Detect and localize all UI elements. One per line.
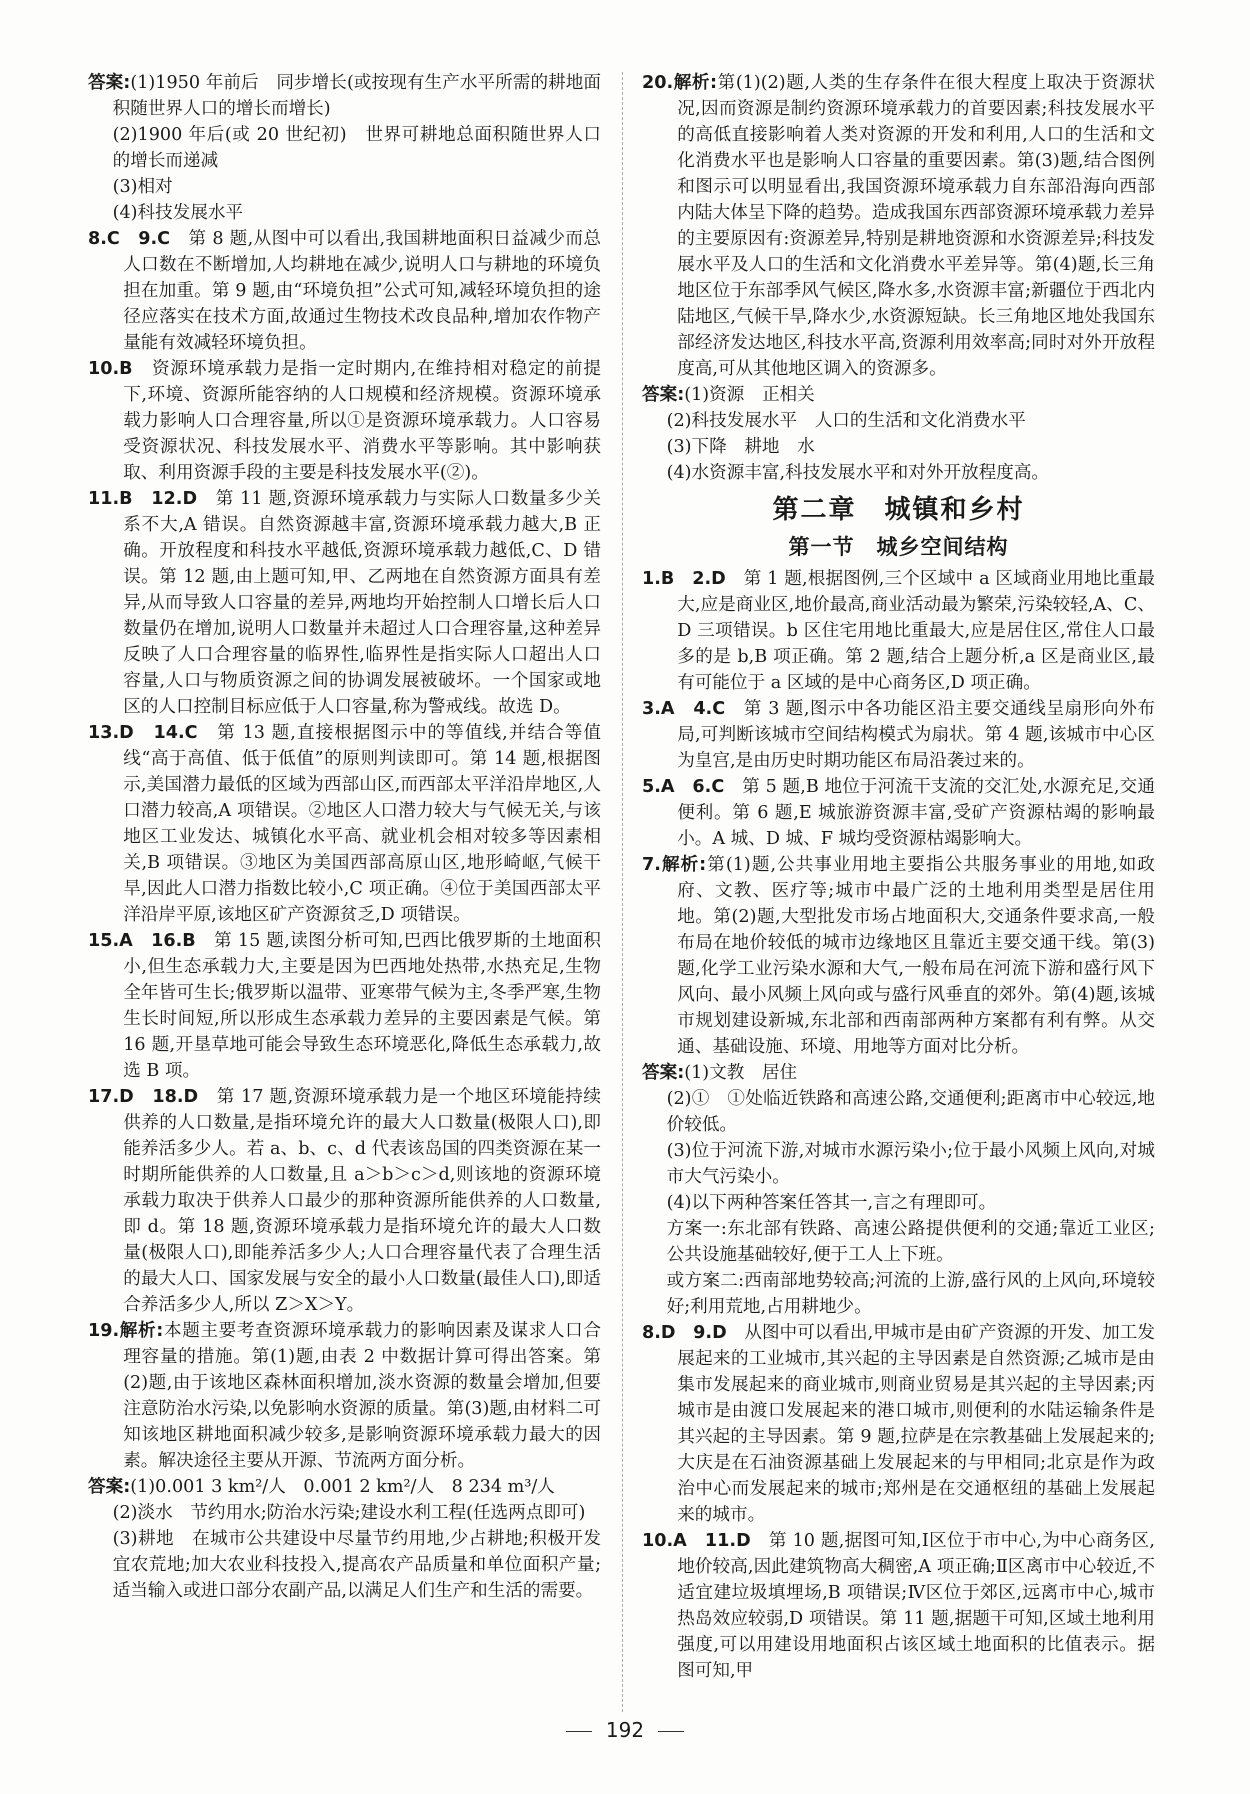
answer-paragraph xyxy=(88,720,601,928)
right-column xyxy=(642,70,1155,1684)
answer-paragraph xyxy=(88,226,601,356)
answer-text: (2)① ①处临近铁路和高速公路,交通便利;距离市中心较远,地价较低。 xyxy=(666,1089,1155,1135)
answer-paragraph xyxy=(642,1138,1155,1190)
question-number: 7.解析: xyxy=(642,855,707,875)
question-number: 8.C 9.C xyxy=(88,229,171,249)
answer-text: 第 17 题,资源环境承载力是一个地区环境能持续供养的人口数量,是指环境允许的最大人口数量(极限人口),即能养活多少人。若 a、b、c、d 代表该岛国的四类资源在某一时期所能供养的人口数量,且 a＞b＞c＞d,则该地的资源环境承载力取决于供养人口最少的那种资源所能供养的人口数量,即 d。第 18 题,资源环境承载力是指环境允许的最大人口数量(极限人口),即能养活多少人;人口合理容量代表了合理生活的最大人口、国家发展与安全的最小人口数量(最佳人口),即适合养活多少人,所以 Z＞X＞Y。 xyxy=(123,1087,602,1315)
answer-text: (2)1900 年后(或 20 世纪初) 世界可耕地总面积随世界人口的增长而递减 xyxy=(112,125,601,171)
right-top-answers xyxy=(642,70,1155,486)
chapter-title: 第二章 城镇和乡村 xyxy=(772,495,1025,525)
question-number: 19.解析: xyxy=(88,1321,164,1341)
answer-text: 第 13 题,直接根据图示中的等值线,并结合等值线“高于高值、低于低值”的原则判读即可。第 14 题,根据图示,美国潜力最低的区域为西部山区,而西部太平洋沿岸地区,人口潜力较高,A 项错误。②地区人口潜力较大与气候无关,与该地区工业发达、城镇化水平高、就业机会相对较多等因素相关,B 项错误。③地区为美国西部高原山区,地形崎岖,气候干旱,因此人口潜力指数比较小,C 项正确。④位于美国西部太平洋沿岸平原,该地区矿产资源贫乏,D 项错误。 xyxy=(123,723,601,925)
answer-paragraph xyxy=(642,1268,1155,1320)
answer-paragraph xyxy=(88,1526,601,1604)
answer-paragraph xyxy=(88,1084,601,1318)
question-number: 3.A 4.C xyxy=(642,699,726,719)
question-number: 5.A 6.C xyxy=(642,777,725,797)
answer-paragraph xyxy=(88,356,601,486)
answer-paragraph xyxy=(642,1216,1155,1268)
answer-text: 第(1)(2)题,人类的生存条件在很大程度上取决于资源状况,因而资源是制约资源环境承载力的首要因素;科技发展水平的高低直接影响着人类对资源的开发和利用,人口的生活和文化消费水平也是影响人口容量的重要因素。第(3)题,结合图例和图示可以明显看出,我国资源环境承载力自东部沿海向西部内陆大体呈下降的趋势。造成我国东西部资源环境承载力差异的主要原因有:资源差异,特别是耕地资源和水资源差异;科技发展水平及人口的生活和文化消费水平差异等。第(4)题,长三角地区位于东部季风气候区,降水多,水资源丰富;新疆位于西北内陆地区,气候干旱,降水少,水资源短缺。长三角地区地处我国东部经济发达地区,科技水平高,资源利用效率高;同时对外开放程度高,可从其他地区调入的资源多。 xyxy=(677,73,1155,379)
answer-text: (1)文教 居住 xyxy=(684,1063,798,1083)
section-title: 第一节 城乡空间结构 xyxy=(788,535,1009,559)
answer-text: 方案一:东北部有铁路、高速公路提供便利的交通;靠近工业区;公共设施基础较好,便于工人上下班。 xyxy=(666,1219,1155,1265)
right-bottom-answers xyxy=(642,566,1155,1684)
answer-paragraph xyxy=(642,408,1155,434)
answer-paragraph xyxy=(642,434,1155,460)
answer-text: 或方案二:西南部地势较高;河流的上游,盛行风的上风向,环境较好;利用荒地,占用耕地少。 xyxy=(666,1271,1155,1317)
answer-paragraph xyxy=(642,1528,1155,1684)
answer-text: 资源环境承载力是指一定时期内,在维持相对稳定的前提下,环境、资源所能容纳的人口规模和经济规模。资源环境承载力影响人口合理容量,所以①是资源环境承载力。人口容易受资源状况、科技发展水平、消费水平等影响。其中影响获取、利用资源手段的主要是科技发展水平(②)。 xyxy=(123,359,601,483)
column-divider xyxy=(622,72,623,1712)
answer-text: (1)资源 正相关 xyxy=(684,385,815,405)
answer-paragraph xyxy=(642,852,1155,1060)
answer-paragraph xyxy=(88,1500,601,1526)
page-number-text: 192 xyxy=(605,1718,645,1742)
question-number: 答案: xyxy=(642,1063,685,1083)
question-number: 20.解析: xyxy=(642,73,718,93)
answer-paragraph xyxy=(642,1086,1155,1138)
answer-text: 本题主要考查资源环境承载力的影响因素及谋求人口合理容量的措施。第(1)题,由表 2 中数据计算可得出答案。第(2)题,由于该地区森林面积增加,淡水资源的数量会增加,但要注意防治水污染,以免影响水资源的质量。第(3)题,由材料二可知该地区耕地面积减少较多,是影响资源环境承载力最大的因素。解决途径主要从开源、节流两方面分析。 xyxy=(123,1321,601,1471)
answer-text: 第 8 题,从图中可以看出,我国耕地面积日益减少而总人口数在不断增加,人均耕地在减少,说明人口与耕地的环境负担在加重。第 9 题,由“环境负担”公式可知,减轻环境负担的途径应落实在技术方面,故通过生物技术改良品种,增加农作物产量能有效减轻环境负担。 xyxy=(123,229,601,353)
left-column xyxy=(88,70,601,1604)
question-number: 1.B 2.D xyxy=(642,569,726,589)
answer-paragraph xyxy=(88,928,601,1084)
answer-paragraph xyxy=(642,1190,1155,1216)
answer-text: (4)科技发展水平 xyxy=(112,203,244,223)
answer-text: (2)淡水 节约用水;防治水污染;建设水利工程(任选两点即可) xyxy=(112,1503,586,1523)
answer-text: (4)水资源丰富,科技发展水平和对外开放程度高。 xyxy=(666,463,1050,483)
answer-paragraph xyxy=(642,382,1155,408)
answer-paragraph xyxy=(88,70,601,122)
answer-paragraph xyxy=(642,1060,1155,1086)
page-number xyxy=(0,1718,1250,1742)
answer-paragraph xyxy=(88,1474,601,1500)
answer-text: 第 1 题,根据图例,三个区域中 a 区域商业用地比重最大,应是商业区,地价最高,商业活动最为繁荣,污染较轻,A、C、D 三项错误。b 区住宅用地比重最大,应是居住区,常住人口最多的是 b,B 项正确。第 2 题,结合上题分析,a 区是商业区,最有可能位于 a 区域的是中心商务区,D 项正确。 xyxy=(677,569,1155,693)
answer-text: 第(1)题,公共事业用地主要指公共服务事业的用地,如政府、文教、医疗等;城市中最广泛的土地利用类型是居住用地。第(2)题,大型批发市场占地面积大,交通条件要求高,一般布局在地价较低的城市边缘地区且靠近主要交通干线。第(3)题,化学工业污染水源和大气,一般布局在河流下游和盛行风下风向、最小风频上风向或与盛行风垂直的郊外。第(4)题,该城市规划建设新城,东北部和西南部两种方案都有利有弊。从交通、基础设施、环境、用地等方面对比分析。 xyxy=(677,855,1156,1057)
answer-text: 第 10 题,据图可知,Ⅰ区位于市中心,为中心商务区,地价较高,因此建筑物高大稠密,A 项正确;Ⅱ区离市中心较近,不适宜建垃圾填埋场,B 项错误;Ⅳ区位于郊区,远离市中心,城市热岛效应较弱,D 项错误。第 11 题,据题干可知,区域土地利用强度,可以用建设用地面积占该区域土地面积的比值表示。据图可知,甲 xyxy=(677,1531,1155,1681)
question-number: 17.D 18.D xyxy=(88,1087,199,1107)
question-number: 答案: xyxy=(88,1477,131,1497)
answer-paragraph xyxy=(642,460,1155,486)
answer-text: 第 11 题,资源环境承载力与实际人口数量多少关系不大,A 错误。自然资源越丰富,资源环境承载力越大,B 正确。开放程度和科技水平越低,资源环境承载力越低,C、D 错误。第 12 题,由上题可知,甲、乙两地在自然资源方面具有差异,从而导致人口容量的差异,两地均开始控制人口增长后人口数量仍在增加,说明人口数量并未超过人口合理容量,这种差异反映了人口合理容量的临界性,临界性是指实际人口超出人口容量,人口与物质资源之间的协调发展被破坏。一个国家或地区的人口控制目标应低于人口容量,称为警戒线。故选 D。 xyxy=(123,489,601,717)
answer-text: (3)位于河流下游,对城市水源污染小;位于最小风频上风向,对城市大气污染小。 xyxy=(666,1141,1155,1187)
answer-paragraph xyxy=(642,566,1155,696)
question-number: 8.D 9.D xyxy=(642,1323,727,1343)
question-number: 10.B xyxy=(88,359,133,379)
answer-text: (3)下降 耕地 水 xyxy=(666,437,815,457)
answer-paragraph xyxy=(88,486,601,720)
question-number: 15.A 16.B xyxy=(88,931,196,951)
answer-paragraph xyxy=(88,122,601,174)
answer-paragraph xyxy=(642,774,1155,852)
answer-paragraph xyxy=(88,200,601,226)
question-number: 10.A 11.D xyxy=(642,1531,751,1551)
answer-text: 第 5 题,B 地位于河流干支流的交汇处,水源充足,交通便利。第 6 题,E 城旅游资源丰富,受矿产资源枯竭的影响最小。A 城、D 城、F 城均受资源枯竭影响大。 xyxy=(677,777,1155,849)
question-number: 11.B 12.D xyxy=(88,489,198,509)
answer-paragraph xyxy=(88,174,601,200)
answer-text: 第 3 题,图示中各功能区沿主要交通线呈扇形向外布局,可判断该城市空间结构模式为扇状。第 4 题,该城市中心区为皇宫,是由历史时期功能区布局沿袭过来的。 xyxy=(677,699,1155,771)
answer-text: 从图中可以看出,甲城市是由矿产资源的开发、加工发展起来的工业城市,其兴起的主导因素是自然资源;乙城市是由集市发展起来的商业城市,则商业贸易是其兴起的主导因素;丙城市是由渡口发展起来的港口城市,则便利的水陆运输条件是其兴起的主导因素。第 9 题,拉萨是在宗教基础上发展起来的;大庆是在石油资源基础上发展起来的与甲相同;北京是作为政治中心而发展起来的城市;郑州是在交通枢纽的基础上发展起来的城市。 xyxy=(677,1323,1155,1525)
answer-text: (1)1950 年前后 同步增长(或按现有生产水平所需的耕地面积随世界人口的增长而增长) xyxy=(112,73,602,119)
answer-paragraph xyxy=(642,696,1155,774)
answer-text: (3)相对 xyxy=(112,177,173,197)
question-number: 答案: xyxy=(88,73,131,93)
question-number: 答案: xyxy=(642,385,685,405)
answer-text: (2)科技发展水平 人口的生活和文化消费水平 xyxy=(666,411,1026,431)
answer-text: (1)0.001 3 km²/人 0.001 2 km²/人 8 234 m³/人 xyxy=(130,1477,555,1497)
answer-paragraph xyxy=(642,1320,1155,1528)
answer-text: 第 15 题,读图分析可知,巴西比俄罗斯的土地面积小,但生态承载力大,主要是因为巴西地处热带,水热充足,生物全年皆可生长;俄罗斯以温带、亚寒带气候为主,冬季严寒,生物生长时间短,所以形成生态承载力差异的主要因素是气候。第 16 题,开垦草地可能会导致生态环境恶化,降低生态承载力,故选 B 项。 xyxy=(123,931,601,1081)
answer-text: (4)以下两种答案任答其一,言之有理即可。 xyxy=(666,1193,997,1213)
answer-text: (3)耕地 在城市公共建设中尽量节约用地,少占耕地;积极开发宜农荒地;加大农业科技投入,提高农产品质量和单位面积产量;适当输入或进口部分农副产品,以满足人们生产和生活的需要。 xyxy=(112,1529,601,1601)
question-number: 13.D 14.C xyxy=(88,723,198,743)
answer-paragraph xyxy=(642,70,1155,382)
answer-paragraph xyxy=(88,1318,601,1474)
